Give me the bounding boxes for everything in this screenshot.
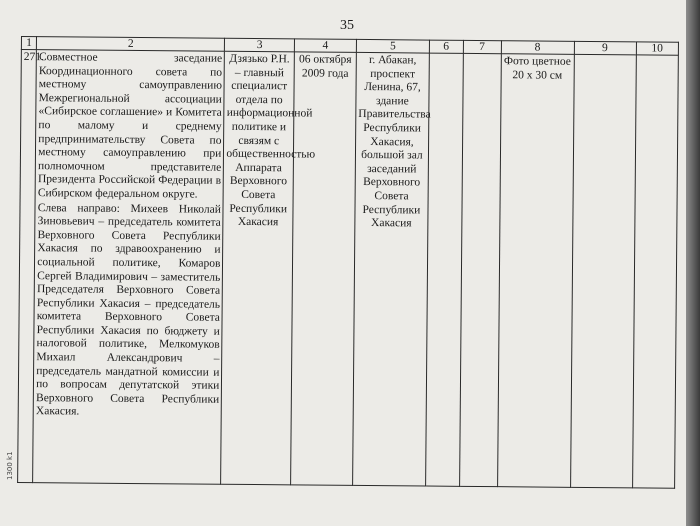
header-col-4: 4 [294,39,356,53]
header-col-6: 6 [429,40,463,53]
row-col-7 [459,53,501,486]
description-paragraph-2: Слева направо: Михеев Николай Зиновьевич – председатель комитета Верховного Совета Республики Хакасия по здравоохранению и социальной политике, Комаров Сергей Владимирович – заместитель Председателя Верховного Совета Республики Хакасия – председатель комитета Верховного Совета Республики Хакасия по бюджету и налоговой политике, Мелкомуков Михаил Александрович – председатель мандатной комиссии и по вопросам депутатской этики Верховного Совета Республики Хакасия. [35,201,221,418]
description-paragraph-1: Совместное заседание Координационного совета по местному самоуправлению Межрегиональной ассоциации «Сибирское соглашение» и Комитета по малому и среднему предпринимательству Совета по местному самоуправлению при полномочном представителе Президента Российской Федерации в Сибирском федеральном округе. [37,51,223,201]
header-col-10: 10 [636,42,679,55]
row-date: 06 октября 2009 года [291,52,357,486]
header-col-2: 2 [37,37,225,52]
margin-stamp: 1300 k1 [6,451,14,480]
page-edge-shadow [686,0,700,526]
row-col-9 [570,54,636,488]
row-place: г. Абакан, проспект Ленина, 67, здание Правительства Республики Хакасия, большой зал заседаний Верховного Совета Республики Хакасия [353,52,430,486]
row-col-6 [425,53,462,486]
table-row [18,50,679,489]
row-format: Фото цветное 20 х 30 см [497,54,574,488]
header-col-3: 3 [225,38,295,52]
header-col-1: 1 [21,37,36,50]
header-col-9: 9 [574,41,636,55]
row-number: 271. [18,50,37,483]
row-col-10 [632,55,678,488]
catalog-table [17,36,679,489]
header-col-5: 5 [356,39,429,53]
row-description [33,50,225,485]
page-number: 35 [340,18,354,33]
header-col-7: 7 [463,40,501,53]
row-author: Дзязько Р.Н. – главный специалист отдела по информационной политике и связям с общественностью Аппарата Верховного Совета Республики Хакасия [221,51,294,485]
header-col-8: 8 [501,41,574,55]
